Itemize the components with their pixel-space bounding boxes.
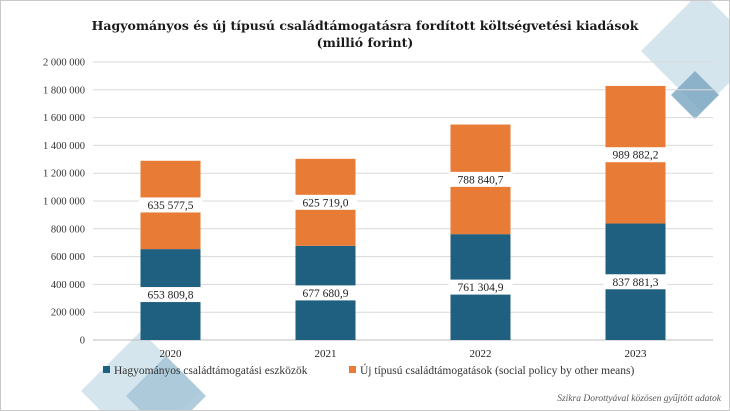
source-note: Szikra Dorottyával közösen gyűjtött adatok xyxy=(557,394,721,404)
data-label: 837 881,3 xyxy=(612,276,659,289)
y-tick-label: 0 xyxy=(79,335,85,347)
data-label: 625 719,0 xyxy=(302,197,349,210)
legend-swatch-new xyxy=(349,366,356,373)
x-tick-label: 2021 xyxy=(314,348,337,360)
data-label: 653 809,8 xyxy=(147,289,194,302)
chart-title-line2: (millió forint) xyxy=(316,35,414,50)
y-tick-label: 1 000 000 xyxy=(43,196,85,208)
y-tick-label: 400 000 xyxy=(50,279,85,291)
data-label: 989 882,2 xyxy=(612,149,659,162)
y-tick-label: 1 200 000 xyxy=(43,168,85,180)
x-tick-label: 2020 xyxy=(159,348,182,360)
x-tick-label: 2022 xyxy=(469,348,492,360)
legend-item-traditional xyxy=(103,365,308,377)
data-label: 677 680,9 xyxy=(302,287,349,300)
y-tick-label: 1 600 000 xyxy=(43,113,85,125)
y-tick-label: 200 000 xyxy=(50,307,85,319)
data-label: 635 577,5 xyxy=(147,199,194,212)
legend-label-traditional: Hagyományos családtámogatási eszközök xyxy=(114,365,308,377)
x-tick-label: 2023 xyxy=(624,348,647,360)
y-tick-label: 1 400 000 xyxy=(43,140,85,152)
y-tick-label: 2 000 000 xyxy=(43,57,85,69)
y-tick-label: 600 000 xyxy=(50,252,85,264)
legend-label-new: Új típusú családtámogatások (social policy by other means) xyxy=(360,365,635,377)
stacked-bar-chart xyxy=(1,1,729,410)
legend-item-new xyxy=(349,365,634,377)
data-label: 761 304,9 xyxy=(457,282,504,295)
chart-title-line1: Hagyományos és új típusú családtámogatásra fordított költségvetési kiadások xyxy=(91,18,639,33)
y-tick-label: 800 000 xyxy=(50,224,85,236)
legend-swatch-traditional xyxy=(103,366,110,373)
data-label: 788 840,7 xyxy=(457,174,504,187)
y-tick-label: 1 800 000 xyxy=(43,85,85,97)
